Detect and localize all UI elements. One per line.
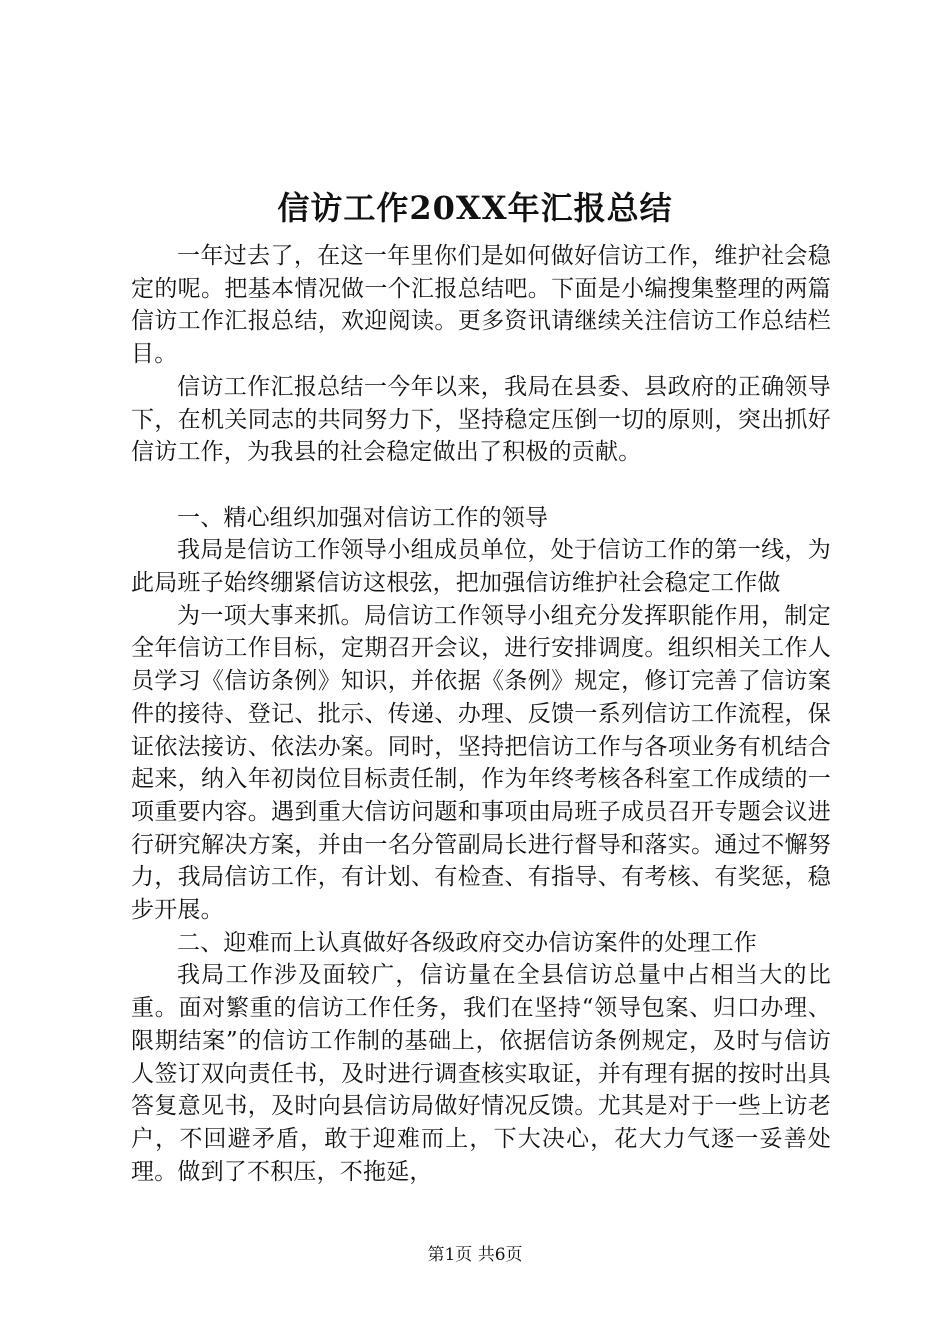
section-1-paragraph-1: 我局是信访工作领导小组成员单位，处于信访工作的第一线，为此局班子始终绷紧信访这根弦，把加强信访维护社会稳定工作做 <box>131 537 831 597</box>
section-heading-2: 二、迎难而上认真做好各级政府交办信访案件的处理工作 <box>177 929 757 956</box>
section-2-paragraph-1: 我局工作涉及面较广，信访量在全县信访总量中占相当大的比重。面对繁重的信访工作任务，我们在坚持“领导包案、归口办理、限期结案”的信访工作制的基础上，依据信访条例规定，及时与信访人签订双向责任书，及时进行调查核实取证，并有理有据的按时出具答复意见书，及时向县信访局做好情况反馈。尤其是对于一些上访老户，不回避矛盾，敢于迎难而上，下大决心，花大力气逐一妥善处理。做到了不积压，不拖延， <box>131 962 831 1185</box>
document-title: 信访工作20XX年汇报总结 <box>277 189 673 227</box>
section-heading-1: 一、精心组织加强对信访工作的领导 <box>177 504 549 531</box>
intro-paragraph: 一年过去了，在这一年里你们是如何做好信访工作，维护社会稳定的呢。把基本情况做一个汇报总结吧。下面是小编搜集整理的两篇信访工作汇报总结，欢迎阅读。更多资讯请继续关注信访工作总结栏目。 <box>131 243 831 368</box>
page-number-footer: 第1页 共6页 <box>427 1245 523 1265</box>
section-1-paragraph-2: 为一项大事来抓。局信访工作领导小组充分发挥职能作用，制定全年信访工作目标，定期召开会议，进行安排调度。组织相关工作人员学习《信访条例》知识，并依据《条例》规定，修订完善了信访案件的接待、登记、批示、传递、办理、反馈一系列信访工作流程，保证依法接访、依法办案。同时，坚持把信访工作与各项业务有机结合起来，纳入年初岗位目标责任制，作为年终考核各科室工作成绩的一项重要内容。遇到重大信访问题和事项由局班子成员召开专题会议进行研究解决方案，并由一名分管副局长进行督导和落实。通过不懈努力，我局信访工作，有计划、有检查、有指导、有考核、有奖惩，稳步开展。 <box>131 602 831 924</box>
document-body <box>131 240 831 1188</box>
summary-paragraph: 信访工作汇报总结一今年以来，我局在县委、县政府的正确领导下，在机关同志的共同努力下，坚持稳定压倒一切的原则，突出抓好信访工作，为我县的社会稳定做出了积极的贡献。 <box>131 373 831 466</box>
